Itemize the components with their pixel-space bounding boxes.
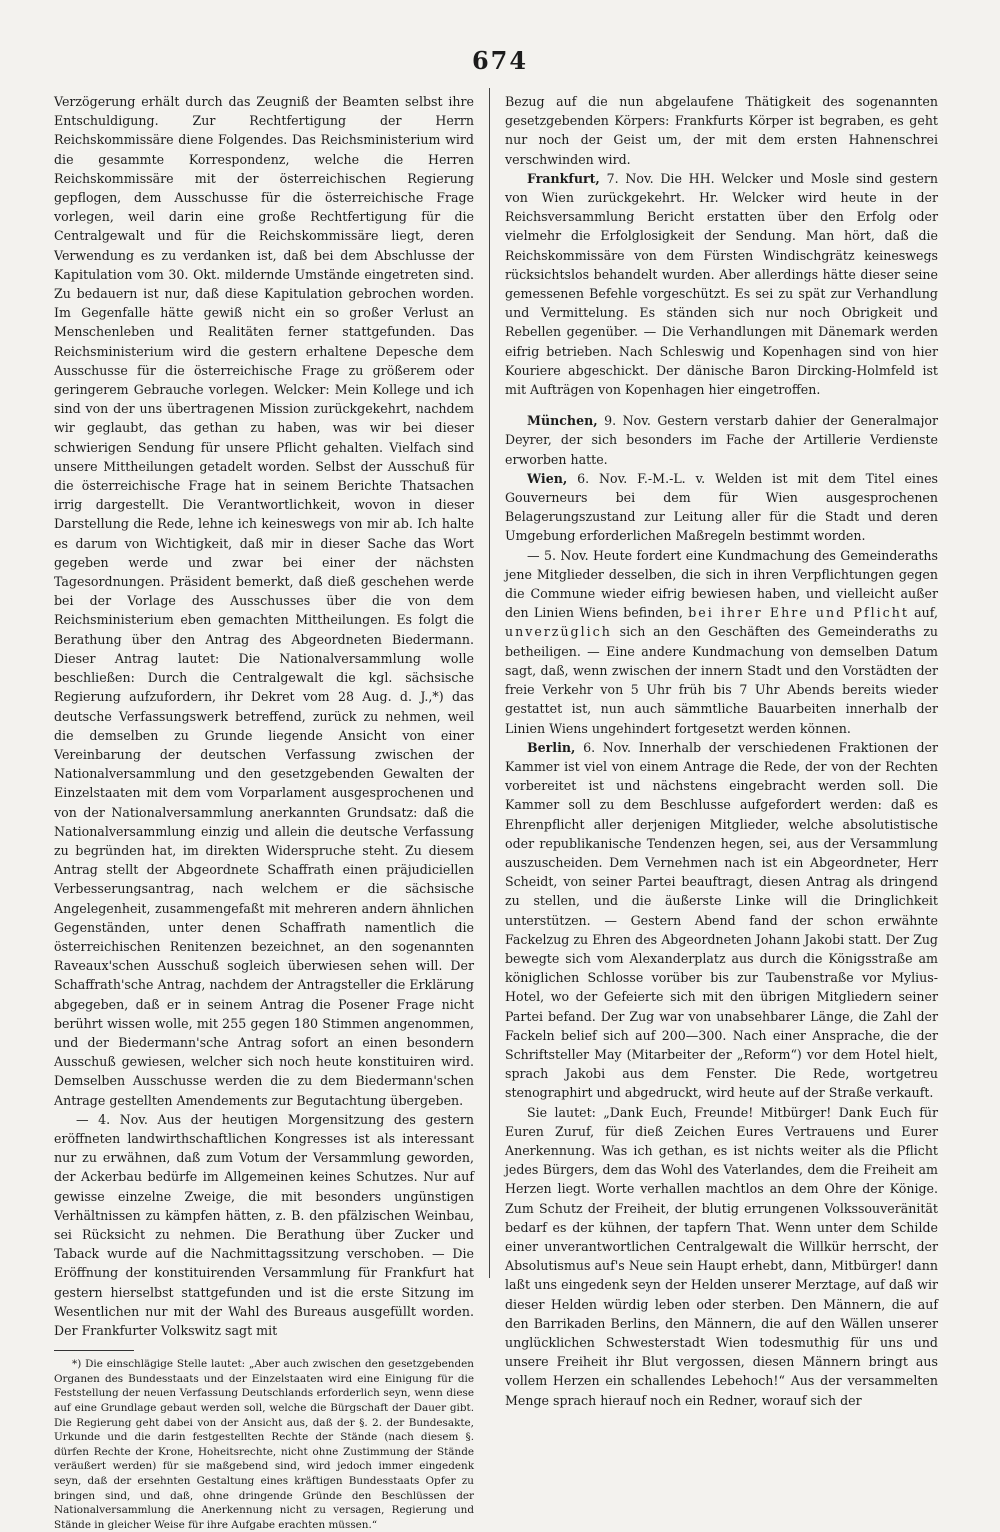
emphasis-text: bei ihrer Ehre und Pflicht bbox=[688, 605, 909, 621]
news-item-wien bbox=[505, 469, 938, 546]
right-column bbox=[505, 92, 938, 1410]
emphasis-text: unverzüglich bbox=[505, 624, 612, 640]
dateline-place: Wien, bbox=[527, 470, 568, 486]
article-paragraph: Bezug auf die nun abgelaufene Thätigkeit des sogenannten gesetzgebenden Körpers: Frankfurts Körper ist begraben, es geht nur noch der Geist um, der mit dem ersten Hahnenschrei verschwinden wird. bbox=[505, 94, 938, 167]
news-text: 9. Nov. Gestern verstarb dahier der Generalmajor Deyrer, der sich besonders im Fache der Artillerie Verdienste erworben hatte. bbox=[505, 413, 938, 467]
left-column bbox=[54, 92, 474, 1532]
news-text: 6. Nov. F.-M.-L. v. Welden ist mit dem Titel eines Gouverneurs bei dem für Wien ausgesprochenen Belagerungszustand zur Leitung aller für die Stadt und deren Umgebung erforderlichen Maßregeln bestimmt worden. bbox=[505, 470, 938, 544]
dateline-place: Berlin, bbox=[527, 739, 576, 755]
news-text: sich an den Geschäften des Gemeinderaths zu betheiligen. — Eine andere Kundmachung von demselben Datum sagt, daß, wenn zwischen der innern Stadt und den Vorstädten der freie Verkehr von 5 Uhr früh bis 7 Uhr Abends bereits wieder gestattet ist, nun auch sämmtliche Bauarbeiten innerhalb der Linien Wiens ungehindert fortgesetzt werden können. bbox=[505, 624, 938, 736]
news-text: 6. Nov. Innerhalb der verschiedenen Fraktionen der Kammer ist viel von einem Antrage die Rede, der von der Rechten vorbereitet ist und nächstens eingebracht werden soll. Die Kammer soll zu dem Beschlusse aufgefordert werden: daß es Ehrenpflicht aller derjenigen Mitglieder, welche absolutistische oder republikanische Tendenzen hegen, sei, aus der Versammlung auszuscheiden. Dem Vernehmen nach ist ein Abgeordneter, Herr Scheidt, von seiner Partei beauftragt, diesen Antrag als dringend zu stellen, und die äußerste Linke will die Dringlichkeit unterstützen. — Gestern Abend fand der schon erwähnte Fackelzug zu Ehren des Abgeordneten Johann Jakobi statt. Der Zug bewegte sich vom Alexanderplatz aus durch die Königsstraße am königlichen Schlosse vorüber bis zur Taubenstraße vor Mylius-Hotel, wo der Gefeierte sich mit den übrigen Mitgliedern seiner Partei befand. Der Zug war von unabsehbarer Länge, die Zahl der Fackeln belief sich auf 200—300. Nach einer Ansprache, die der Schriftsteller May (Mitarbeiter der „Reform“) vor dem Hotel hielt, sprach Jakobi aus dem Fenster. Die Rede, wortgetreu stenographirt und abgedruckt, wird heute auf der Straße verkauft. bbox=[505, 739, 938, 1101]
page-number: 674 bbox=[471, 46, 529, 75]
news-text: auf, bbox=[908, 605, 939, 621]
footnote: *) Die einschlägige Stelle lautet: „Aber auch zwischen den gesetzgebenden Organen des Bundesstaats und der Einzelstaaten wird eine Einigung für die Feststellung der neuen Verfassung Deutschlands erforderlich seyn, wenn diese auf eine Grundlage gebaut werden soll, welche die Bürgschaft der Dauer gibt. Die Regierung geht dabei von der Ansicht aus, daß der §. 2. der Bundesakte, Urkunde und die darin festgestellten Rechte der Stände (nach diesem §. dürfen Rechte der Krone, Hoheitsrechte, nicht ohne Zustimmung der Stände veräußert werden) für sie maßgebend sind, wird jedoch immer eingedenk seyn, daß der ersehnten Gestaltung eines kräftigen Bundesstaats Opfer zu bringen sind, und daß, ohne dringende Gründe den Beschlüssen der Nationalversammlung die Anerkennung nicht zu versagen, Regierung und Stände in gleicher Weise für ihre Aufgabe erachten müssen.“ bbox=[54, 1358, 474, 1531]
news-text: — 5. Nov. Heute fordert eine Kundmachung des Gemeinderaths jene Mitglieder desselben, die sich in ihren Verpflichtungen gegen die Commune wieder eifrig bewiesen haben, und vielleicht außer den Linien Wiens befinden, bbox=[505, 547, 938, 621]
dateline-place: Frankfurt, bbox=[527, 170, 600, 186]
news-item-wien-followup bbox=[505, 546, 938, 738]
news-item-frankfurt bbox=[505, 169, 938, 399]
news-text: 7. Nov. Die HH. Welcker und Mosle sind gestern von Wien zurückgekehrt. Hr. Welcker wird heute in der Reichsversammlung Bericht erstatten über den Erfolg oder vielmehr die Erfolglosigkeit der Sendung. Man hört, daß die Reichskommissäre von dem Fürsten Windischgrätz keineswegs rücksichtslos behandelt wurden. Aber allerdings hätte dieser seine gemessenen Befehle vorgeschützt. Es sei zu spät zur Verhandlung und Vermittelung. Es ständen sich nur noch Obrigkeit und Rebellen gegenüber. — Die Verhandlungen mit Dänemark werden eifrig betrieben. Nach Schleswig und Kopenhagen sind von hier Kouriere abgeschickt. Der dänische Baron Dircking-Holmfeld ist mit Aufträgen von Kopenhagen hier eingetroffen. bbox=[505, 170, 938, 398]
dateline-place: München, bbox=[527, 413, 598, 429]
footnote-rule bbox=[54, 1350, 134, 1351]
speech-quote: Sie lautet: „Dank Euch, Freunde! Mitbürger! Dank Euch für Euren Zuruf, für dieß Zeichen Eures Vertrauens und Eurer Anerkennung. Was ich gethan, es ist nichts weiter als die Pflicht jedes Bürgers, dem das Wohl des Vaterlandes, dem die Freiheit am Herzen liegt. Worte verhallen machtlos an dem Ohre der Könige. Zum Schutz der Freiheit, der blutig errungenen Volkssouveränität bedarf es der kühnen, der tapfern That. Wenn unter dem Schilde einer unverantwortlichen Centralgewalt die Willkür herrscht, der Absolutismus auf's Neue sein Haupt erhebt, dann, Mitbürger! dann laßt uns eingedenk seyn der Helden unserer Merztage, auf daß wir dieser Helden würdig leben oder sterben. Den Männern, die auf den Barrikaden Berlins, den Männern, die auf den Wällen unserer unglücklichen Schwesterstadt Wien todesmuthig für uns und unsere Freiheit ihr Blut vergossen, diesen Männern bringt aus vollem Herzen ein schallendes Lebehoch!“ Aus der versammelten Menge sprach hierauf noch ein Redner, worauf sich der bbox=[505, 1104, 938, 1408]
news-item-berlin bbox=[505, 738, 938, 1103]
news-item-munchen bbox=[505, 411, 938, 469]
article-paragraph: — 4. Nov. Aus der heutigen Morgensitzung des gestern eröffneten landwirthschaftlichen Kongresses ist als interessant nur zu erwähnen, daß zum Votum der Versammlung geworden, der Ackerbau bedürfe im Allgemeinen keines Schutzes. Nur auf gewisse einzelne Zweige, die mit besonders ungünstigen Verhältnissen zu kämpfen hätten, z. B. den pfälzischen Weinbau, sei Rücksicht zu nehmen. Die Berathung über Zucker und Taback wurde auf die Nachmittagssitzung verschoben. — Die Eröffnung der konstituirenden Versammlung für Frankfurt hat gestern hierselbst stattgefunden und ist die erste Sitzung im Wesentlichen nur mit der Wahl des Bureaus ausgefüllt worden. Der Frankfurter Volkswitz sagt mit bbox=[54, 1111, 474, 1338]
column-divider bbox=[489, 88, 490, 1278]
article-paragraph: Verzögerung erhält durch das Zeugniß der Beamten selbst ihre Entschuldigung. Zur Rechtfertigung der Herrn Reichskommissäre diene Folgendes. Das Reichsministerium wird die gesammte Korrespondenz, welche die Herren Reichskommissäre mit der österreichischen Regierung gepflogen, dem Ausschusse für die österreichische Frage vorlegen, weil darin eine große Rechtfertigung für die Centralgewalt und für die Reichskommissäre liegt, deren Verwendung es zu verdanken ist, daß bei dem Abschlusse der Kapitulation vom 30. Okt. mildernde Umstände eingetreten sind. Zu bedauern ist nur, daß diese Kapitulation gebrochen worden. Im Gegenfalle hätte gewiß nicht ein so großer Verlust an Menschenleben und Realitäten ferner stattgefunden. Das Reichsministerium wird die gestern erhaltene Depesche dem Ausschusse für die österreichische Frage zu größerem oder geringerem Gebrauche vorlegen. Welcker: Mein Kollege und ich sind von der uns übertragenen Mission zurückgekehrt, nachdem wir geglaubt, das gethan zu haben, was wir bei dieser schwierigen Sendung für unsere Pflicht gehalten. Vielfach sind unsere Mittheilungen getadelt worden. Selbst der Ausschuß für die österreichische Frage hat in seinem Berichte Thatsachen irrig dargestellt. Die Verantwortlichkeit, wovon in dieser Darstellung die Rede, lehne ich keineswegs von mir ab. Ich halte es darum von Wichtigkeit, daß mir in dieser Sache das Wort gegeben werde und zwar bei einer der nächsten Tagesordnungen. Präsident bemerkt, daß dieß geschehen werde bei der Vorlage des Ausschusses über die von dem Reichsministerium eben gemachten Mittheilungen. Es folgt die Berathung über den Antrag des Abgeordneten Biedermann. Dieser Antrag lautet: Die Nationalversammlung wolle beschließen: Durch die Centralgewalt die kgl. sächsische Regierung aufzufordern, ihr Dekret vom 28 Aug. d. J.,*) das deutsche Verfassungswerk betreffend, zurück zu nehmen, weil die demselben zu Grunde liegende Ansicht von einer Vereinbarung der deutschen Verfassung zwischen der Nationalversammlung und den gesetzgebenden Gewalten der Einzelstaaten mit dem vom Vorparlament ausgesprochenen und von der Nationalversammlung anerkannten Grundsatz: daß die Nationalversammlung einzig und allein die deutsche Verfassung zu begründen hat, im direkten Widerspruche steht. Zu diesem Antrag stellt der Abgeordnete Schaffrath einen präjudiciellen Verbesserungsantrag, nach welchem er die sächsische Angelegenheit, zusammengefaßt mit mehreren andern ähnlichen Gegenständen, unter denen Schaffrath namentlich die österreichischen Renitenzen bezeichnet, an den sogenannten Raveaux'schen Ausschuß sogleich überwiesen sehen will. Der Schaffrath'sche Antrag, nachdem der Antragsteller die Erklärung abgegeben, daß er in seinem Antrag die Posener Frage nicht berührt wissen wolle, mit 255 gegen 180 Stimmen angenommen, und der Biedermann'sche Antrag sofort an einen besondern Ausschuß gewiesen, welcher sich noch heute konstituiren wird. Demselben Ausschusse werden die zu dem Biedermann'schen Antrage gestellten Amendements zur Begutachtung übergeben. bbox=[54, 94, 474, 1108]
